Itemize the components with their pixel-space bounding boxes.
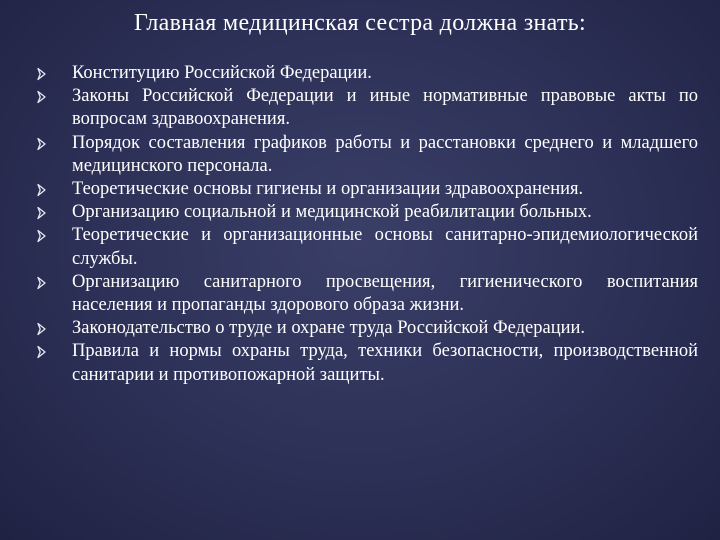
list-item	[0, 317, 720, 340]
list-item-text: Законы Российской Федерации и иные нормативные правовые акты по вопросам здравоохранения.	[72, 86, 698, 130]
list-item-text: Организацию санитарного просвещения, гигиенического воспитания населения и пропаганды здорового образа жизни.	[72, 271, 698, 316]
list-item	[0, 201, 720, 224]
list-item-text: Порядок составления графиков работы и расстановки среднего и младшего медицинского персонала.	[72, 132, 698, 176]
chevron-arrow-right-icon	[36, 224, 50, 247]
list-item-text: Конституцию Российской Федерации.	[72, 63, 372, 83]
list-item	[0, 224, 720, 270]
chevron-arrow-right-icon	[36, 62, 50, 85]
list-item	[0, 340, 720, 386]
list-item	[0, 62, 720, 85]
chevron-arrow-right-icon	[36, 201, 50, 224]
list-item-text: Организацию социальной и медицинской реабилитации больных.	[72, 202, 592, 223]
bullet-list	[0, 62, 720, 387]
list-item	[0, 85, 720, 131]
list-item	[0, 178, 720, 201]
slide-title: Главная медицинская сестра должна знать:	[133, 10, 586, 36]
chevron-arrow-right-icon	[36, 85, 50, 108]
chevron-arrow-right-icon	[36, 271, 50, 294]
list-item	[0, 132, 720, 178]
chevron-arrow-right-icon	[36, 132, 50, 155]
list-item-text: Законодательство о труде и охране труда Российской Федерации.	[72, 318, 586, 339]
list-item-text: Правила и нормы охраны труда, техники безопасности, производственной санитарии и противопожарной защиты.	[72, 341, 698, 385]
list-item-text: Теоретические основы гигиены и организации здравоохранения.	[72, 179, 584, 200]
chevron-arrow-right-icon	[36, 340, 50, 363]
list-item	[0, 271, 720, 317]
chevron-arrow-right-icon	[36, 178, 50, 201]
chevron-arrow-right-icon	[36, 317, 50, 340]
list-item-text: Теоретические и организационные основы санитарно-эпидемиологической службы.	[72, 225, 698, 269]
